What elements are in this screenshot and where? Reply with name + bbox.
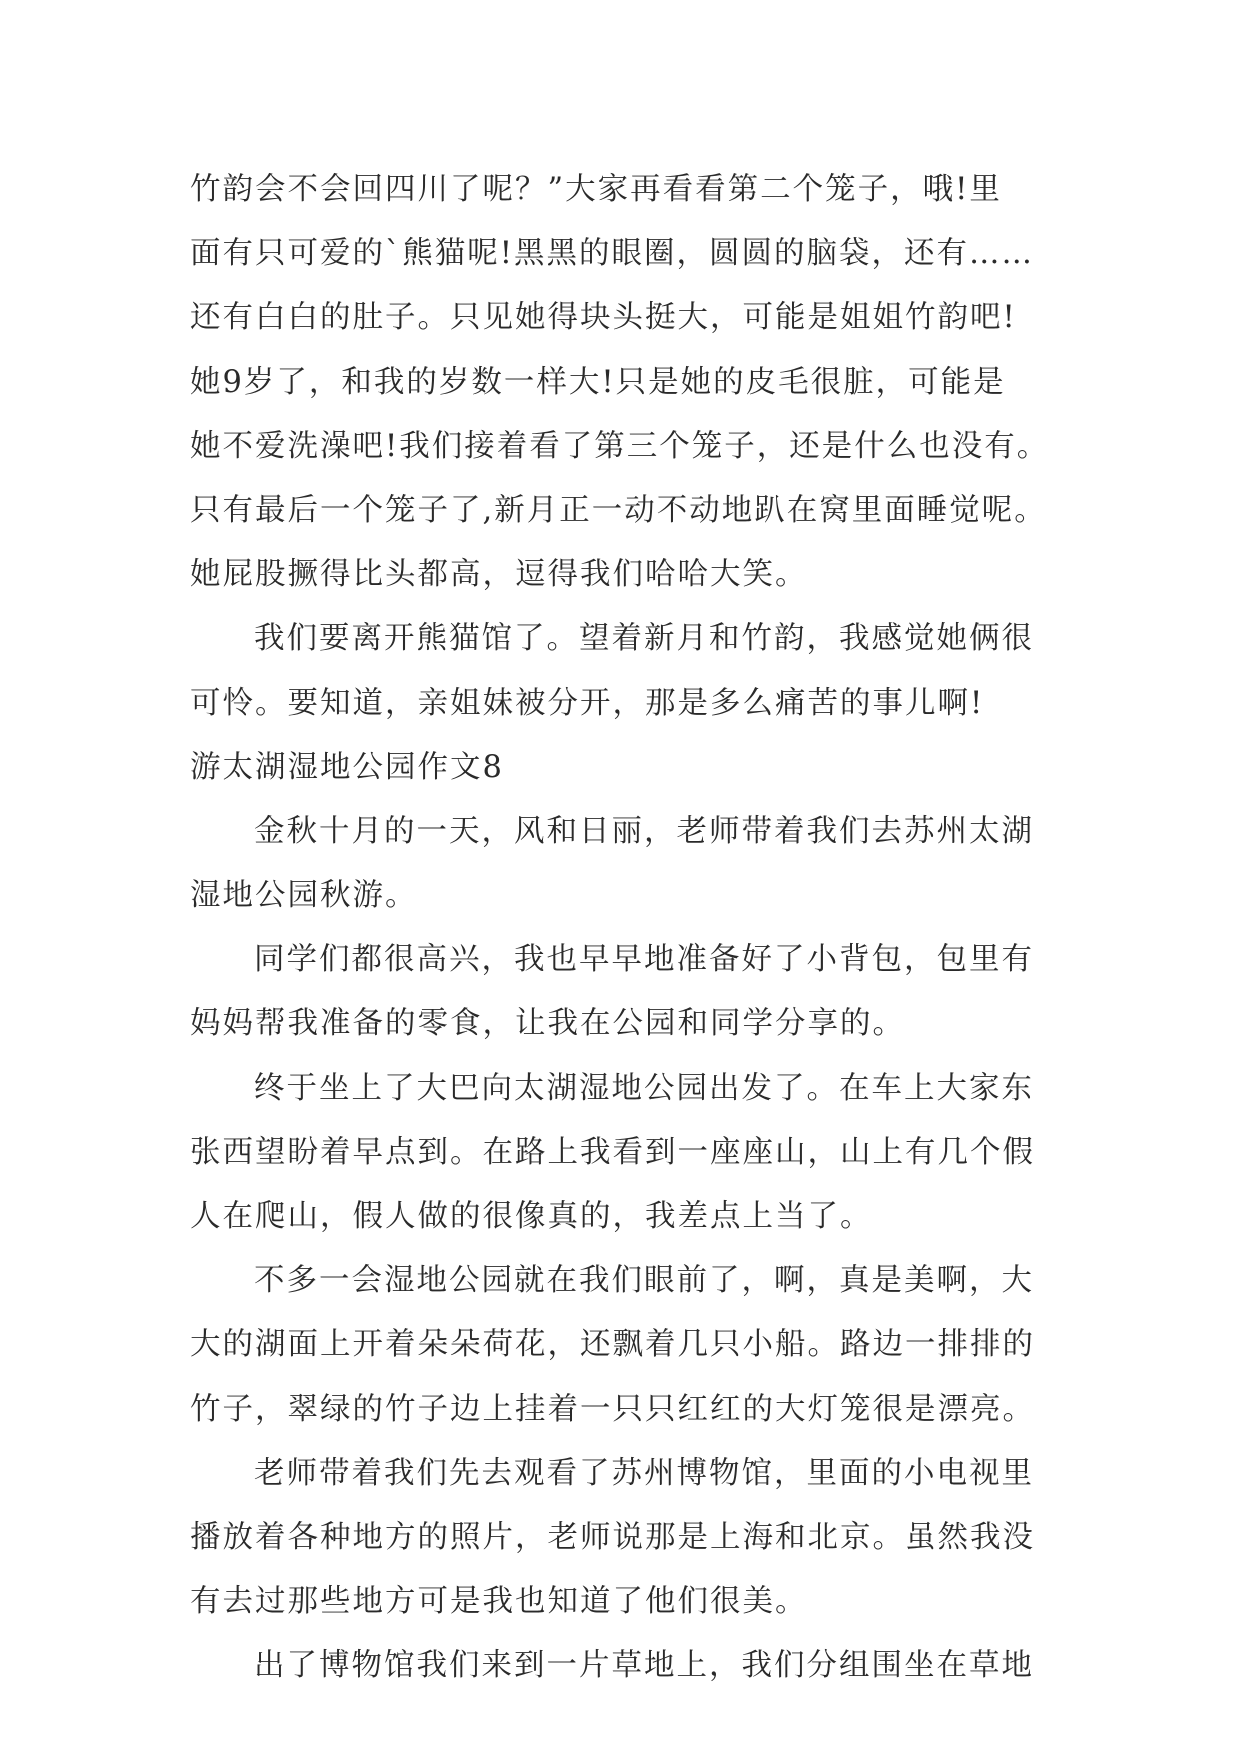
text-line: 竹韵会不会回四川了呢？”大家再看看第二个笼子，哦!里 xyxy=(190,172,1002,207)
text-line: 大的湖面上开着朵朵荷花，还飘着几只小船。路边一排排的 xyxy=(190,1327,1035,1363)
text-line: 她不爱洗澡吧!我们接着看了第三个笼子，还是什么也没有。 xyxy=(190,428,1050,464)
text-line: 只有最后一个笼子了,新月正一动不动地趴在窝里面睡觉呢。 xyxy=(190,492,1047,528)
paragraph-start-line: 终于坐上了大巴向太湖湿地公园出发了。在车上大家东 xyxy=(254,1070,1034,1106)
text-line: 妈妈帮我准备的零食，让我在公园和同学分享的。 xyxy=(190,1006,905,1042)
text-line: 她9岁了，和我的岁数一样大!只是她的皮毛很脏，可能是 xyxy=(190,364,1006,400)
text-line: 可怜。要知道，亲姐妹被分开，那是多么痛苦的事儿啊! xyxy=(190,685,985,721)
text-line: 播放着各种地方的照片，老师说那是上海和北京。虽然我没 xyxy=(190,1519,1035,1555)
text-line: 面有只可爱的`熊猫呢!黑黑的眼圈，圆圆的脑袋，还有…… xyxy=(190,236,1035,272)
text-line: 人在爬山，假人做的很像真的，我差点上当了。 xyxy=(190,1199,873,1234)
text-line: 还有白白的肚子。只见她得块头挺大，可能是姐姐竹韵吧! xyxy=(190,300,1017,336)
text-line: 湿地公园秋游。 xyxy=(190,878,418,914)
paragraph-start-line: 不多一会湿地公园就在我们眼前了，啊，真是美啊，大 xyxy=(254,1263,1034,1299)
text-line: 竹子，翠绿的竹子边上挂着一只只红红的大灯笼很是漂亮。 xyxy=(190,1391,1035,1427)
paragraph-start-line: 同学们都很高兴，我也早早地准备好了小背包，包里有 xyxy=(254,942,1034,978)
paragraph-start-line: 金秋十月的一天，风和日丽，老师带着我们去苏州太湖 xyxy=(254,813,1034,849)
text-line: 张西望盼着早点到。在路上我看到一座座山，山上有几个假 xyxy=(190,1134,1035,1170)
section-heading: 游太湖湿地公园作文8 xyxy=(190,749,504,785)
paragraph-start-line: 我们要离开熊猫馆了。望着新月和竹韵，我感觉她俩很 xyxy=(254,621,1034,657)
paragraph-start-line: 出了博物馆我们来到一片草地上，我们分组围坐在草地 xyxy=(254,1648,1034,1684)
text-line: 有去过那些地方可是我也知道了他们很美。 xyxy=(190,1584,808,1620)
document-body xyxy=(190,158,1050,1699)
paragraph-start-line: 老师带着我们先去观看了苏州博物馆，里面的小电视里 xyxy=(254,1455,1034,1491)
text-line: 她屁股撅得比头都高，逗得我们哈哈大笑。 xyxy=(190,557,808,593)
